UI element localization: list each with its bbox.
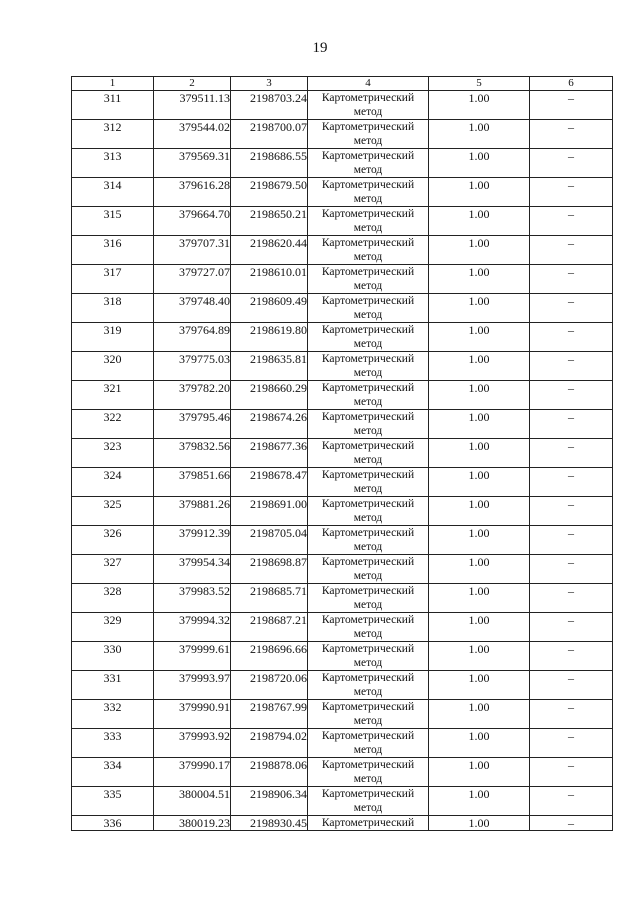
- x-coordinate-cell: 379832.56: [154, 439, 231, 468]
- note-cell: –: [530, 410, 613, 439]
- column-header-5: 5: [429, 77, 530, 91]
- x-coordinate-cell: 379544.02: [154, 120, 231, 149]
- note-cell: –: [530, 526, 613, 555]
- table-row: [72, 178, 613, 207]
- table-row: [72, 323, 613, 352]
- point-number-cell: 330: [72, 642, 154, 671]
- y-coordinate-cell: 2198619.80: [231, 323, 308, 352]
- column-header-2: 2: [154, 77, 231, 91]
- note-cell: –: [530, 294, 613, 323]
- x-coordinate-cell: 379748.40: [154, 294, 231, 323]
- y-coordinate-cell: 2198700.07: [231, 120, 308, 149]
- y-coordinate-cell: 2198878.06: [231, 758, 308, 787]
- column-header-6: 6: [530, 77, 613, 91]
- accuracy-cell: 1.00: [429, 787, 530, 816]
- y-coordinate-cell: 2198705.04: [231, 526, 308, 555]
- note-cell: –: [530, 178, 613, 207]
- method-cell: Картометрический метод: [308, 91, 429, 120]
- table-row: [72, 729, 613, 758]
- x-coordinate-cell: 379993.92: [154, 729, 231, 758]
- point-number-cell: 329: [72, 613, 154, 642]
- note-cell: –: [530, 323, 613, 352]
- x-coordinate-cell: 379851.66: [154, 468, 231, 497]
- method-cell: Картометрический: [308, 816, 429, 831]
- point-number-cell: 332: [72, 700, 154, 729]
- accuracy-cell: 1.00: [429, 91, 530, 120]
- method-cell: Картометрический метод: [308, 497, 429, 526]
- x-coordinate-cell: 379881.26: [154, 497, 231, 526]
- note-cell: –: [530, 613, 613, 642]
- y-coordinate-cell: 2198686.55: [231, 149, 308, 178]
- method-cell: Картометрический метод: [308, 381, 429, 410]
- accuracy-cell: 1.00: [429, 352, 530, 381]
- y-coordinate-cell: 2198660.29: [231, 381, 308, 410]
- note-cell: –: [530, 584, 613, 613]
- point-number-cell: 313: [72, 149, 154, 178]
- note-cell: –: [530, 816, 613, 831]
- point-number-cell: 324: [72, 468, 154, 497]
- method-cell: Картометрический метод: [308, 178, 429, 207]
- x-coordinate-cell: 380019.23: [154, 816, 231, 831]
- table-row: [72, 497, 613, 526]
- table-row: [72, 439, 613, 468]
- point-number-cell: 334: [72, 758, 154, 787]
- y-coordinate-cell: 2198679.50: [231, 178, 308, 207]
- table-row: [72, 149, 613, 178]
- accuracy-cell: 1.00: [429, 526, 530, 555]
- point-number-cell: 331: [72, 671, 154, 700]
- point-number-cell: 335: [72, 787, 154, 816]
- x-coordinate-cell: 379954.34: [154, 555, 231, 584]
- point-number-cell: 317: [72, 265, 154, 294]
- accuracy-cell: 1.00: [429, 149, 530, 178]
- accuracy-cell: 1.00: [429, 178, 530, 207]
- table-row: [72, 352, 613, 381]
- table-row: [72, 671, 613, 700]
- method-cell: Картометрический метод: [308, 642, 429, 671]
- table-row: [72, 381, 613, 410]
- table-row: [72, 468, 613, 497]
- note-cell: –: [530, 207, 613, 236]
- point-number-cell: 328: [72, 584, 154, 613]
- note-cell: –: [530, 149, 613, 178]
- method-cell: Картометрический метод: [308, 236, 429, 265]
- accuracy-cell: 1.00: [429, 207, 530, 236]
- method-cell: Картометрический метод: [308, 207, 429, 236]
- table-row: [72, 700, 613, 729]
- table-row: [72, 584, 613, 613]
- y-coordinate-cell: 2198678.47: [231, 468, 308, 497]
- method-cell: Картометрический метод: [308, 729, 429, 758]
- x-coordinate-cell: 379999.61: [154, 642, 231, 671]
- table-row: [72, 265, 613, 294]
- x-coordinate-cell: 379775.03: [154, 352, 231, 381]
- note-cell: –: [530, 700, 613, 729]
- method-cell: Картометрический метод: [308, 671, 429, 700]
- accuracy-cell: 1.00: [429, 410, 530, 439]
- accuracy-cell: 1.00: [429, 584, 530, 613]
- point-number-cell: 316: [72, 236, 154, 265]
- note-cell: –: [530, 236, 613, 265]
- table-row: [72, 410, 613, 439]
- accuracy-cell: 1.00: [429, 120, 530, 149]
- x-coordinate-cell: 379664.70: [154, 207, 231, 236]
- method-cell: Картометрический метод: [308, 613, 429, 642]
- method-cell: Картометрический метод: [308, 120, 429, 149]
- x-coordinate-cell: 379511.13: [154, 91, 231, 120]
- method-cell: Картометрический метод: [308, 352, 429, 381]
- y-coordinate-cell: 2198610.01: [231, 265, 308, 294]
- x-coordinate-cell: 379764.89: [154, 323, 231, 352]
- page-number: 19: [312, 40, 328, 56]
- y-coordinate-cell: 2198720.06: [231, 671, 308, 700]
- accuracy-cell: 1.00: [429, 323, 530, 352]
- x-coordinate-cell: 379795.46: [154, 410, 231, 439]
- y-coordinate-cell: 2198906.34: [231, 787, 308, 816]
- note-cell: –: [530, 352, 613, 381]
- y-coordinate-cell: 2198698.87: [231, 555, 308, 584]
- x-coordinate-cell: 380004.51: [154, 787, 231, 816]
- x-coordinate-cell: 379912.39: [154, 526, 231, 555]
- y-coordinate-cell: 2198620.44: [231, 236, 308, 265]
- note-cell: –: [530, 265, 613, 294]
- table-row: [72, 787, 613, 816]
- accuracy-cell: 1.00: [429, 468, 530, 497]
- point-number-cell: 321: [72, 381, 154, 410]
- method-cell: Картометрический метод: [308, 265, 429, 294]
- method-cell: Картометрический метод: [308, 468, 429, 497]
- column-header-3: 3: [231, 77, 308, 91]
- method-cell: Картометрический метод: [308, 323, 429, 352]
- point-number-cell: 327: [72, 555, 154, 584]
- accuracy-cell: 1.00: [429, 700, 530, 729]
- y-coordinate-cell: 2198691.00: [231, 497, 308, 526]
- method-cell: Картометрический метод: [308, 700, 429, 729]
- table-row: [72, 91, 613, 120]
- column-header-1: 1: [72, 77, 154, 91]
- accuracy-cell: 1.00: [429, 497, 530, 526]
- point-number-cell: 322: [72, 410, 154, 439]
- y-coordinate-cell: 2198650.21: [231, 207, 308, 236]
- accuracy-cell: 1.00: [429, 758, 530, 787]
- note-cell: –: [530, 381, 613, 410]
- accuracy-cell: 1.00: [429, 555, 530, 584]
- point-number-cell: 325: [72, 497, 154, 526]
- point-number-cell: 318: [72, 294, 154, 323]
- y-coordinate-cell: 2198609.49: [231, 294, 308, 323]
- y-coordinate-cell: 2198930.45: [231, 816, 308, 831]
- note-cell: –: [530, 671, 613, 700]
- note-cell: –: [530, 642, 613, 671]
- point-number-cell: 314: [72, 178, 154, 207]
- x-coordinate-cell: 379983.52: [154, 584, 231, 613]
- table-row: [72, 294, 613, 323]
- note-cell: –: [530, 91, 613, 120]
- method-cell: Картометрический метод: [308, 555, 429, 584]
- y-coordinate-cell: 2198794.02: [231, 729, 308, 758]
- x-coordinate-cell: 379990.17: [154, 758, 231, 787]
- method-cell: Картометрический метод: [308, 758, 429, 787]
- point-number-cell: 311: [72, 91, 154, 120]
- note-cell: –: [530, 468, 613, 497]
- x-coordinate-cell: 379707.31: [154, 236, 231, 265]
- x-coordinate-cell: 379994.32: [154, 613, 231, 642]
- table-row: [72, 642, 613, 671]
- note-cell: –: [530, 555, 613, 584]
- point-number-cell: 312: [72, 120, 154, 149]
- note-cell: –: [530, 120, 613, 149]
- y-coordinate-cell: 2198696.66: [231, 642, 308, 671]
- table-row: [72, 816, 613, 831]
- accuracy-cell: 1.00: [429, 439, 530, 468]
- accuracy-cell: 1.00: [429, 236, 530, 265]
- point-number-cell: 323: [72, 439, 154, 468]
- method-cell: Картометрический метод: [308, 149, 429, 178]
- accuracy-cell: 1.00: [429, 671, 530, 700]
- accuracy-cell: 1.00: [429, 294, 530, 323]
- note-cell: –: [530, 787, 613, 816]
- table-row: [72, 207, 613, 236]
- note-cell: –: [530, 439, 613, 468]
- table-row: [72, 613, 613, 642]
- point-number-cell: 320: [72, 352, 154, 381]
- accuracy-cell: 1.00: [429, 729, 530, 758]
- x-coordinate-cell: 379990.91: [154, 700, 231, 729]
- note-cell: –: [530, 497, 613, 526]
- method-cell: Картометрический метод: [308, 584, 429, 613]
- note-cell: –: [530, 758, 613, 787]
- accuracy-cell: 1.00: [429, 381, 530, 410]
- accuracy-cell: 1.00: [429, 265, 530, 294]
- accuracy-cell: 1.00: [429, 816, 530, 831]
- method-cell: Картометрический метод: [308, 410, 429, 439]
- method-cell: Картометрический метод: [308, 294, 429, 323]
- column-header-4: 4: [308, 77, 429, 91]
- accuracy-cell: 1.00: [429, 613, 530, 642]
- y-coordinate-cell: 2198674.26: [231, 410, 308, 439]
- x-coordinate-cell: 379782.20: [154, 381, 231, 410]
- point-number-cell: 315: [72, 207, 154, 236]
- table-row: [72, 120, 613, 149]
- x-coordinate-cell: 379569.31: [154, 149, 231, 178]
- x-coordinate-cell: 379727.07: [154, 265, 231, 294]
- y-coordinate-cell: 2198767.99: [231, 700, 308, 729]
- x-coordinate-cell: 379616.28: [154, 178, 231, 207]
- accuracy-cell: 1.00: [429, 642, 530, 671]
- note-cell: –: [530, 729, 613, 758]
- method-cell: Картометрический метод: [308, 439, 429, 468]
- table-row: [72, 526, 613, 555]
- table-row: [72, 758, 613, 787]
- method-cell: Картометрический метод: [308, 787, 429, 816]
- y-coordinate-cell: 2198685.71: [231, 584, 308, 613]
- x-coordinate-cell: 379993.97: [154, 671, 231, 700]
- point-number-cell: 333: [72, 729, 154, 758]
- point-number-cell: 319: [72, 323, 154, 352]
- table-body: [72, 91, 613, 831]
- y-coordinate-cell: 2198703.24: [231, 91, 308, 120]
- point-number-cell: 326: [72, 526, 154, 555]
- method-cell: Картометрический метод: [308, 526, 429, 555]
- point-number-cell: 336: [72, 816, 154, 831]
- y-coordinate-cell: 2198635.81: [231, 352, 308, 381]
- table-row: [72, 555, 613, 584]
- table-row: [72, 236, 613, 265]
- coordinates-table: [71, 76, 613, 831]
- table-header-row: [72, 77, 613, 91]
- y-coordinate-cell: 2198677.36: [231, 439, 308, 468]
- y-coordinate-cell: 2198687.21: [231, 613, 308, 642]
